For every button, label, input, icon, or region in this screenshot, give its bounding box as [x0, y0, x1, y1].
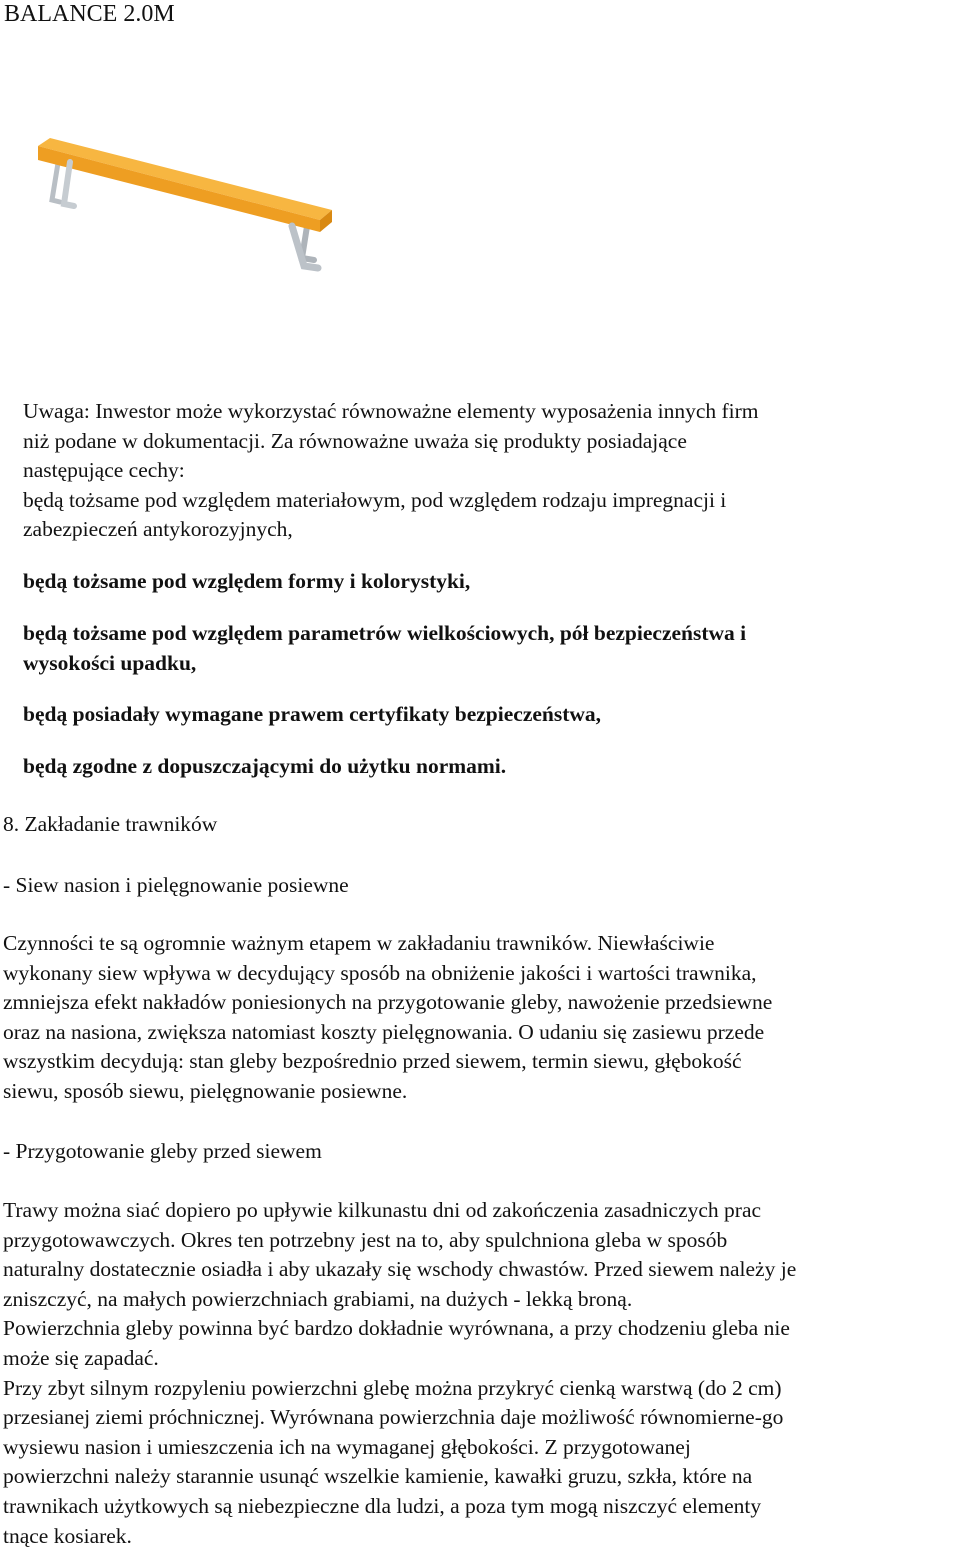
paragraph-line: Przy zbyt silnym rozpyleniu powierzchni glebę można przykryć cienką warstwą (do 2 cm) [3, 1375, 782, 1400]
subsection-sowing: - Siew nasion i pielęgnowanie posiewne [3, 873, 349, 897]
balance-beam-illustration [30, 108, 350, 280]
paragraph-line: tnące kosiarek. [3, 1523, 132, 1548]
subsection-soil-prep: - Przygotowanie gleby przed siewem [3, 1139, 322, 1163]
paragraph-line: wszystkim decydują: stan gleby bezpośrednio przed siewem, termin siewu, głębokość [3, 1049, 742, 1074]
paragraph-line: powierzchni należy starannie usunąć wszelkie kamienie, kawałki gruzu, szkła, które na [3, 1464, 753, 1489]
note-line: będą tożsame pod względem materiałowym, pod względem rodzaju impregnacji i [23, 487, 727, 512]
paragraph-line: zniszczyć, na małych powierzchniach grabiami, na dużych - lekką broną. [3, 1286, 633, 1311]
criterion-dimensions [23, 619, 746, 678]
criterion-standards: będą zgodne z dopuszczającymi do użytku normami. [23, 754, 507, 778]
note-line: Uwaga: Inwestor może wykorzystać równoważne elementy wyposażenia innych firm [23, 399, 759, 423]
paragraph-line: trawnikach użytkowych są niebezpieczne dla ludzi, a poza tym mogą niszczyć elementy [3, 1493, 762, 1518]
note-line: zabezpieczeń antykorozyjnych, [23, 517, 293, 542]
paragraph-line: naturalny dostatecznie osiadła i aby ukazały się wschody chwastów. Przed siewem należy je [3, 1257, 797, 1282]
paragraph-line: wykonany siew wpływa w decydujący sposób na obniżenie jakości i wartości trawnika, [3, 960, 757, 985]
paragraph-line: Trawy można siać dopiero po upływie kilkunastu dni od zakończenia zasadniczych prac [3, 1198, 762, 1222]
note-paragraph [23, 397, 759, 545]
paragraph-line: może się zapadać. [3, 1345, 159, 1370]
note-line: niż podane w dokumentacji. Za równoważne uważa się produkty posiadające [23, 428, 687, 453]
paragraph-line: zmniejsza efekt nakładów poniesionych na przygotowanie gleby, nawożenie przedsiewne [3, 990, 773, 1015]
paragraph-line: Powierzchnia gleby powinna być bardzo dokładnie wyrównana, a przy chodzeniu gleba nie [3, 1316, 790, 1341]
soil-prep-paragraph [3, 1196, 796, 1551]
section-heading: 8. Zakładanie trawników [3, 812, 218, 836]
criterion-line: wysokości upadku, [23, 650, 197, 675]
paragraph-line: wysiewu nasion i umieszczenia ich na wymaganej głębokości. Z przygotowanej [3, 1434, 691, 1459]
paragraph-line: siewu, sposób siewu, pielęgnowanie posiewne. [3, 1078, 408, 1103]
criterion-form-color: będą tożsame pod względem formy i kolorystyki, [23, 569, 471, 593]
document-title: BALANCE 2.0M [4, 1, 175, 27]
note-line: następujące cechy: [23, 458, 185, 483]
paragraph-line: Czynności te są ogromnie ważnym etapem w zakładaniu trawników. Niewłaściwie [3, 931, 715, 955]
paragraph-line: przesianej ziemi próchnicznej. Wyrównana powierzchnia daje możliwość równomierne-go [3, 1405, 784, 1430]
criterion-line: będą tożsame pod względem parametrów wielkościowych, pół bezpieczeństwa i [23, 621, 747, 645]
criterion-certificates: będą posiadały wymagane prawem certyfikaty bezpieczeństwa, [23, 702, 602, 726]
paragraph-line: oraz na nasiona, zwiększa natomiast koszty pielęgnowania. O udaniu się zasiewu przede [3, 1019, 765, 1044]
sowing-paragraph [3, 929, 772, 1107]
paragraph-line: przygotowawczych. Okres ten potrzebny jest na to, aby spulchniona gleba w sposób [3, 1227, 728, 1252]
